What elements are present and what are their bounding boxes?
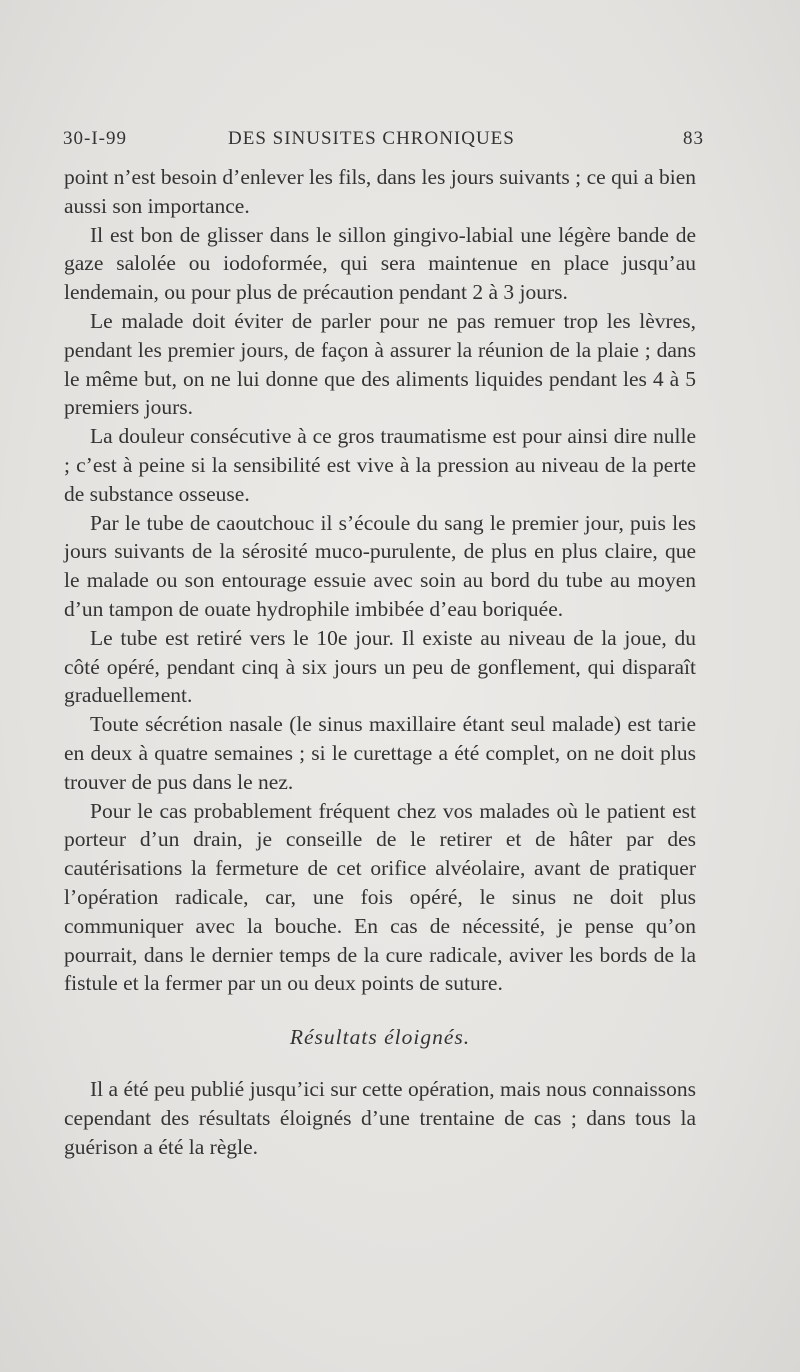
paragraph: Pour le cas probablement fréquent chez vos malades où le patient est porteur d’un drain, je conseille de le retirer et de hâter par des cautérisations la fermeture de cet orifice alvéolaire, avant de pratiquer l’opération radicale, car, une fois opéré, le sinus ne doit plus communiquer avec la bouche. En cas de nécessité, je pense qu’on pourrait, dans le dernier temps de la cure radicale, aviver les bords de la fistule et la fermer par un ou deux points de suture. bbox=[64, 798, 696, 996]
paragraph: Le tube est retiré vers le 10e jour. Il existe au niveau de la joue, du côté opéré, pendant cinq à six jours un peu de gonflement, qui disparaît graduellement. bbox=[64, 625, 696, 708]
paragraph: point n’est besoin d’enlever les fils, dans les jours suivants ; ce qui a bien aussi son importance. bbox=[64, 165, 696, 218]
body-text bbox=[64, 163, 696, 1161]
section-heading: Résultats éloignés. bbox=[289, 1025, 471, 1050]
header-date: 30-I-99 bbox=[63, 128, 127, 149]
paragraph: Il est bon de glisser dans le sillon gingivo-labial une légère bande de gaze salolée ou iodoformée, qui sera maintenue en place jusqu’au lendemain, ou pour plus de précaution pendant 2 à 3 jours. bbox=[64, 222, 696, 305]
paragraph: Par le tube de caoutchouc il s’écoule du sang le premier jour, puis les jours suivants de la sérosité muco-purulente, de plus en plus claire, que le malade ou son entourage essuie avec soin au bord du tube au moyen d’un tampon de ouate hydrophile imbibée d’eau boriquée. bbox=[64, 510, 696, 621]
page-number: 83 bbox=[683, 128, 704, 149]
paragraph: Toute sécrétion nasale (le sinus maxillaire étant seul malade) est tarie en deux à quatre semaines ; si le curettage a été complet, on ne doit plus trouver de pus dans le nez. bbox=[64, 712, 696, 794]
paragraph: Il a été peu publié jusqu’ici sur cette opération, mais nous connaissons cependant des résultats éloignés d’une trentaine de cas ; dans tous la guérison a été la règle. bbox=[64, 1076, 696, 1159]
paragraph: La douleur consécutive à ce gros traumatisme est pour ainsi dire nulle ; c’est à peine si la sensibilité est vive à la pression au niveau de la perte de substance osseuse. bbox=[64, 424, 696, 506]
paragraph: Le malade doit éviter de parler pour ne pas remuer trop les lèvres, pendant les premier jours, de façon à assurer la réunion de la plaie ; dans le même but, on ne lui donne que des aliments liquides pendant les 4 à 5 premiers jours. bbox=[64, 308, 696, 420]
header-title: DES SINUSITES CHRONIQUES bbox=[228, 128, 515, 149]
